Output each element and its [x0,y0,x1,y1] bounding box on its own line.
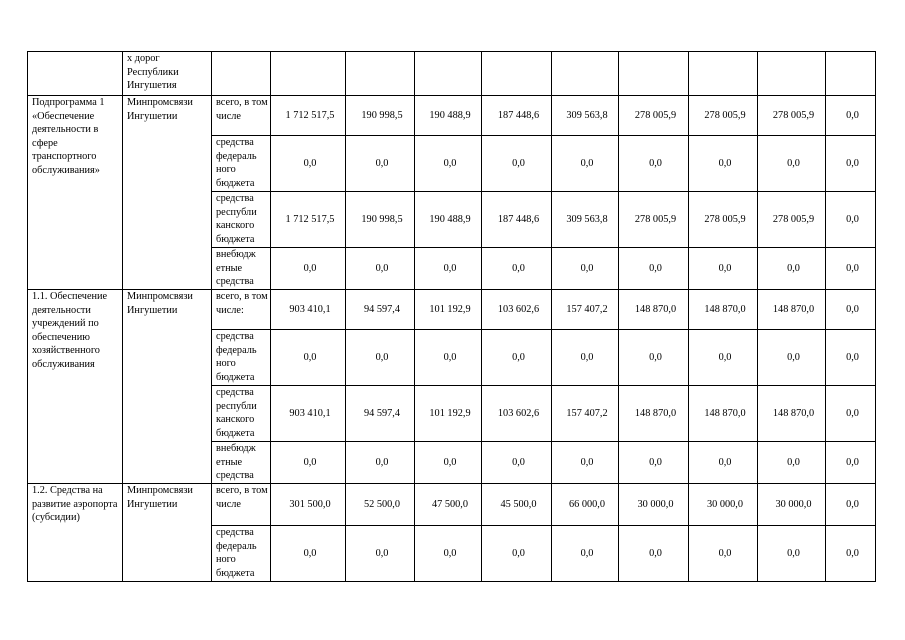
value-cell: 0,0 [482,442,552,484]
value-cell: 0,0 [415,526,482,582]
funding-source-cell: внебюдж етные средства [212,442,271,484]
value-cell: 103 602,6 [482,290,552,330]
value-cell: 278 005,9 [758,96,826,136]
funding-source-cell: средства федераль ного бюджета [212,136,271,192]
value-cell: 0,0 [826,442,876,484]
value-cell: 0,0 [482,330,552,386]
value-cell: 301 500,0 [271,484,346,526]
value-cell: 0,0 [619,330,689,386]
value-cell: 0,0 [689,330,758,386]
value-cell [552,52,619,96]
value-cell: 0,0 [346,330,415,386]
responsible-cell: х дорог Республики Ингушетия [123,52,212,96]
value-cell: 0,0 [826,386,876,442]
value-cell: 0,0 [826,96,876,136]
value-cell: 47 500,0 [415,484,482,526]
value-cell: 0,0 [415,442,482,484]
value-cell: 0,0 [619,248,689,290]
value-cell: 187 448,6 [482,192,552,248]
value-cell: 45 500,0 [482,484,552,526]
value-cell: 148 870,0 [619,290,689,330]
value-cell: 0,0 [689,442,758,484]
funding-source-cell: средства республи канского бюджета [212,192,271,248]
value-cell: 278 005,9 [758,192,826,248]
value-cell [826,52,876,96]
value-cell [689,52,758,96]
value-cell: 0,0 [826,192,876,248]
value-cell [415,52,482,96]
value-cell [482,52,552,96]
value-cell: 30 000,0 [758,484,826,526]
value-cell: 190 998,5 [346,192,415,248]
value-cell: 190 488,9 [415,192,482,248]
value-cell [271,52,346,96]
program-name-cell: 1.2. Средства на развитие аэропорта (субсидии) [28,484,123,582]
value-cell: 148 870,0 [689,386,758,442]
table-row [28,52,876,96]
value-cell: 1 712 517,5 [271,96,346,136]
value-cell: 0,0 [619,526,689,582]
value-cell: 30 000,0 [619,484,689,526]
value-cell: 278 005,9 [689,192,758,248]
value-cell: 148 870,0 [619,386,689,442]
responsible-cell: Минпромсвязи Ингушетии [123,484,212,582]
value-cell: 0,0 [482,526,552,582]
value-cell [758,52,826,96]
value-cell: 278 005,9 [689,96,758,136]
value-cell: 0,0 [758,136,826,192]
value-cell: 278 005,9 [619,96,689,136]
value-cell: 0,0 [826,526,876,582]
value-cell: 0,0 [482,248,552,290]
value-cell: 0,0 [271,136,346,192]
value-cell: 101 192,9 [415,290,482,330]
funding-source-cell: средства федераль ного бюджета [212,330,271,386]
value-cell: 0,0 [619,136,689,192]
value-cell: 66 000,0 [552,484,619,526]
responsible-cell: Минпромсвязи Ингушетии [123,290,212,484]
value-cell: 30 000,0 [689,484,758,526]
value-cell: 0,0 [415,136,482,192]
funding-source-cell: всего, в том числе [212,96,271,136]
funding-source-cell: средства республи канского бюджета [212,386,271,442]
value-cell: 0,0 [346,442,415,484]
value-cell: 101 192,9 [415,386,482,442]
value-cell: 309 563,8 [552,96,619,136]
value-cell: 0,0 [271,442,346,484]
value-cell: 0,0 [271,248,346,290]
value-cell: 187 448,6 [482,96,552,136]
value-cell: 0,0 [619,442,689,484]
value-cell: 278 005,9 [619,192,689,248]
value-cell: 190 998,5 [346,96,415,136]
value-cell: 0,0 [552,330,619,386]
value-cell: 0,0 [758,442,826,484]
value-cell: 0,0 [415,330,482,386]
value-cell: 903 410,1 [271,290,346,330]
value-cell: 0,0 [826,136,876,192]
value-cell: 148 870,0 [758,290,826,330]
value-cell: 0,0 [346,248,415,290]
value-cell: 0,0 [689,248,758,290]
value-cell: 0,0 [758,526,826,582]
value-cell: 0,0 [826,290,876,330]
value-cell: 0,0 [552,136,619,192]
value-cell: 309 563,8 [552,192,619,248]
value-cell: 0,0 [552,526,619,582]
value-cell: 0,0 [346,526,415,582]
value-cell: 94 597,4 [346,290,415,330]
program-name-cell: Подпрограмма 1 «Обеспечение деятельности в сфере транспортного обслуживания» [28,96,123,290]
value-cell: 0,0 [758,248,826,290]
value-cell: 52 500,0 [346,484,415,526]
value-cell: 0,0 [689,526,758,582]
value-cell: 0,0 [552,442,619,484]
value-cell: 903 410,1 [271,386,346,442]
value-cell: 0,0 [826,484,876,526]
value-cell: 0,0 [826,330,876,386]
program-name-cell [28,52,123,96]
funding-source-cell: всего, в том числе [212,484,271,526]
value-cell: 148 870,0 [758,386,826,442]
responsible-cell: Минпромсвязи Ингушетии [123,96,212,290]
value-cell: 0,0 [271,330,346,386]
funding-source-cell: внебюдж етные средства [212,248,271,290]
table-row [28,484,876,526]
value-cell: 1 712 517,5 [271,192,346,248]
value-cell: 148 870,0 [689,290,758,330]
budget-table [27,51,876,582]
value-cell: 0,0 [271,526,346,582]
value-cell: 0,0 [826,248,876,290]
value-cell: 157 407,2 [552,290,619,330]
value-cell: 190 488,9 [415,96,482,136]
value-cell: 0,0 [346,136,415,192]
funding-source-cell [212,52,271,96]
value-cell: 0,0 [758,330,826,386]
value-cell: 0,0 [482,136,552,192]
value-cell: 0,0 [552,248,619,290]
value-cell: 157 407,2 [552,386,619,442]
table-row [28,96,876,136]
value-cell: 0,0 [415,248,482,290]
value-cell: 0,0 [689,136,758,192]
table-row [28,290,876,330]
program-name-cell: 1.1. Обеспечение деятельности учреждений по обеспечению хозяйственного обслуживания [28,290,123,484]
value-cell: 103 602,6 [482,386,552,442]
funding-source-cell: всего, в том числе: [212,290,271,330]
value-cell: 94 597,4 [346,386,415,442]
value-cell [619,52,689,96]
value-cell [346,52,415,96]
funding-source-cell: средства федераль ного бюджета [212,526,271,582]
